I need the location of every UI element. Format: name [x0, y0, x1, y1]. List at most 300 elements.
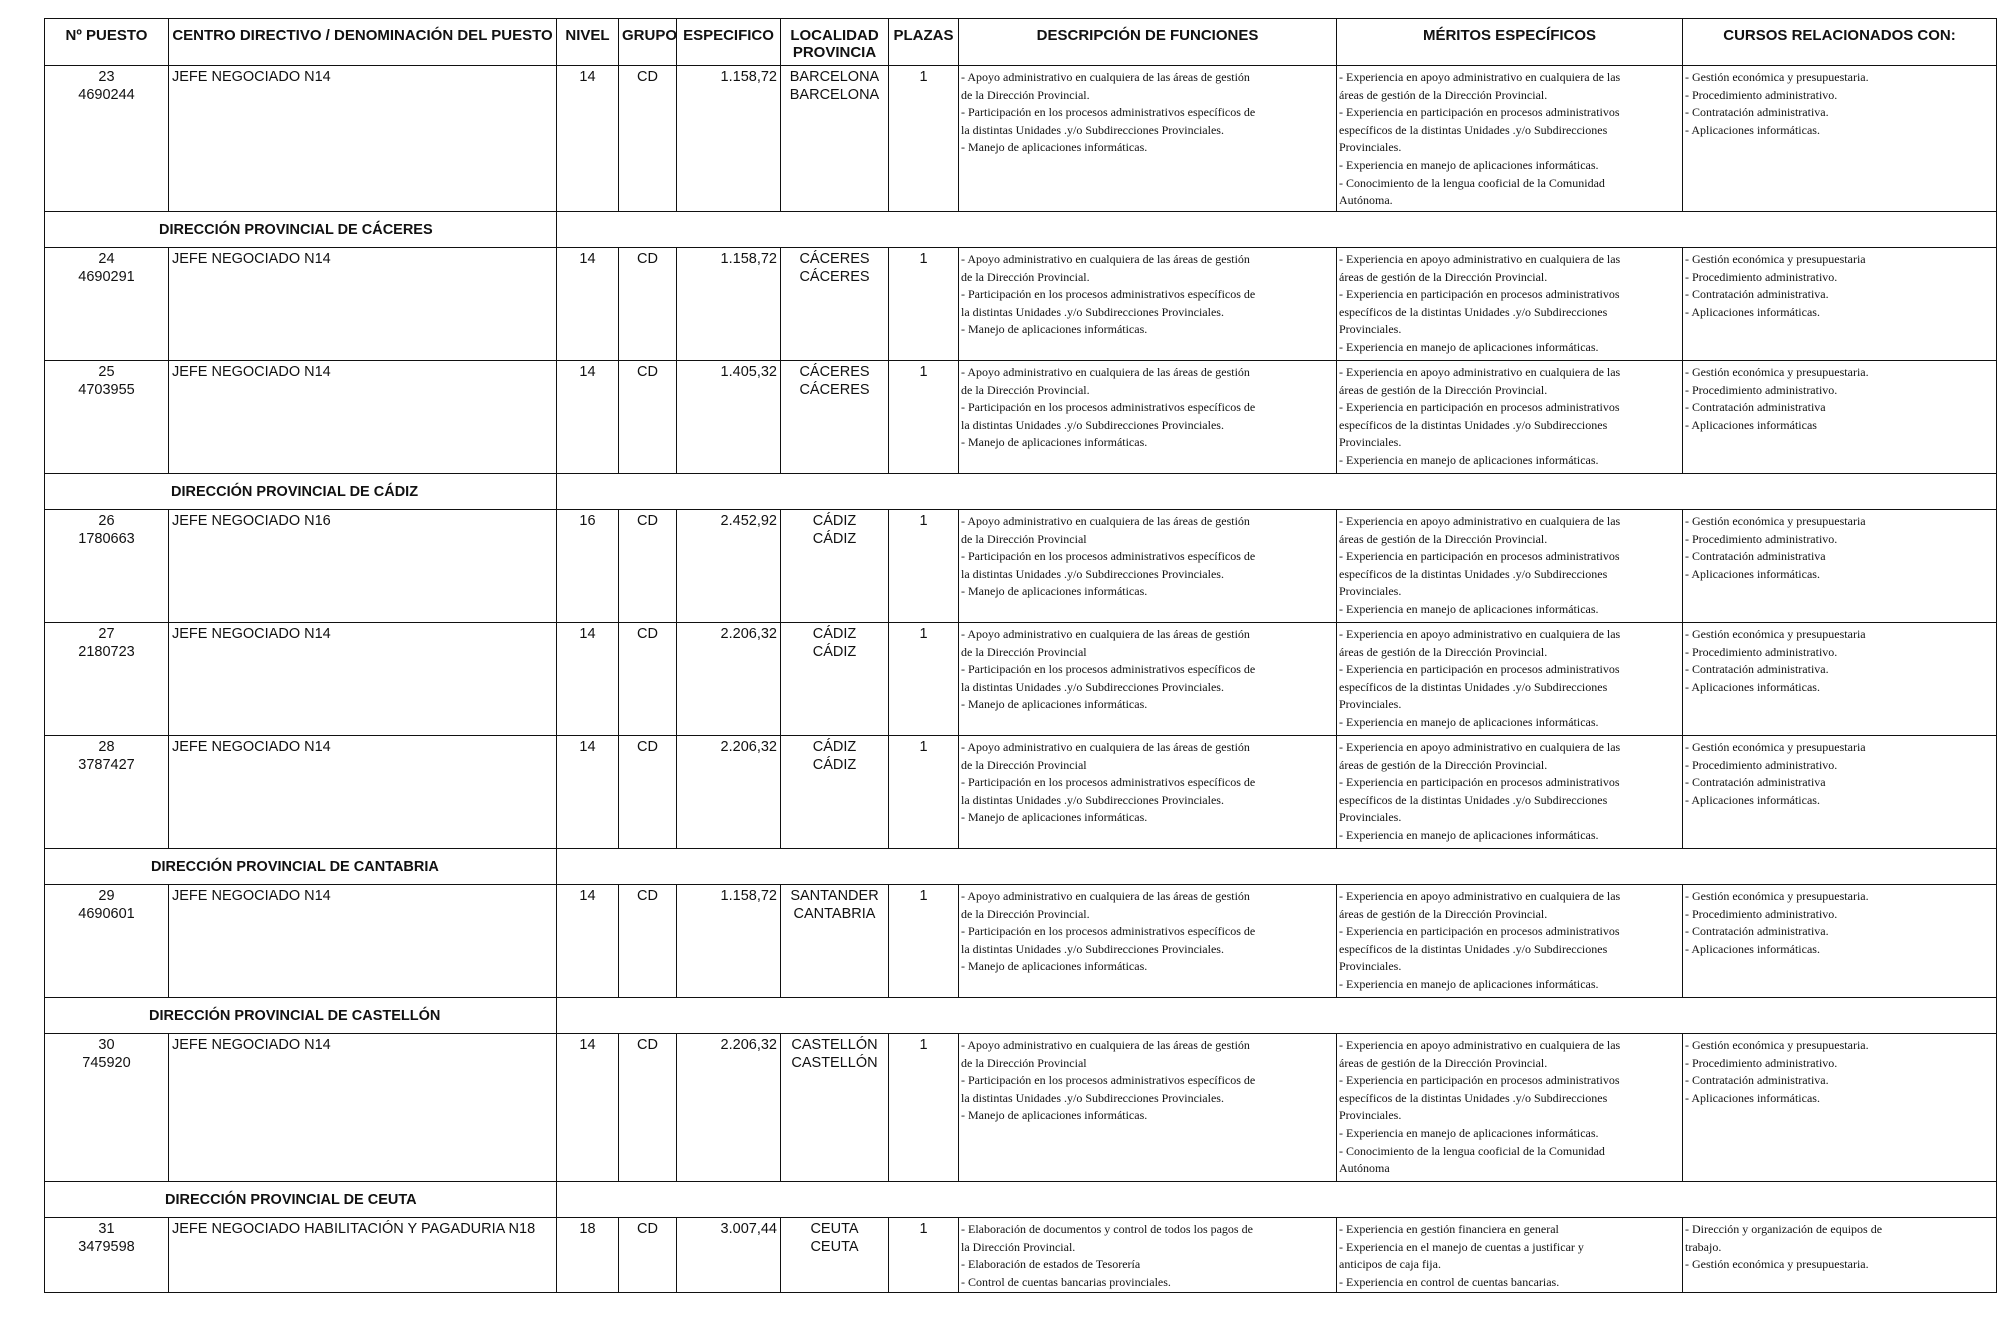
plazas-cell — [889, 66, 959, 212]
cursos-cell — [1683, 885, 1997, 998]
puesto-cell — [45, 1034, 169, 1182]
header-centro: CENTRO DIRECTIVO / DENOMINACIÓN DEL PUESTO — [169, 19, 557, 66]
puesto-code: 3787427 — [78, 757, 135, 773]
funciones-line: - Apoyo administrativo en cualquiera de las áreas de gestión — [961, 252, 1250, 266]
header-localidad-label: LOCALIDAD — [790, 27, 879, 44]
grupo-cell — [619, 361, 677, 474]
funciones-line: - Participación en los procesos administrativos específicos de — [961, 549, 1256, 564]
funciones-line: - Apoyo administrativo en cualquiera de las áreas de gestión — [961, 365, 1250, 379]
cursos-line: - Aplicaciones informáticas. — [1685, 1090, 1820, 1105]
section-heading — [45, 212, 557, 248]
header-cursos: CURSOS RELACIONADOS CON: — [1683, 19, 1997, 66]
nivel-cell — [557, 248, 619, 361]
funciones-line: de la Dirección Provincial. — [961, 87, 1090, 102]
grupo-value: CD — [637, 626, 658, 642]
table-row — [45, 248, 1997, 361]
meritos-line: - Experiencia en manejo de aplicaciones informáticas. — [1339, 976, 1599, 991]
funciones-line: de la Dirección Provincial. — [961, 382, 1090, 397]
cursos-line: - Gestión económica y presupuestaria — [1685, 514, 1866, 528]
cursos-line: - Gestión económica y presupuestaria — [1685, 252, 1866, 266]
grupo-value: CD — [637, 739, 658, 755]
denominacion-text: JEFE NEGOCIADO N14 — [172, 739, 331, 755]
cursos-cell — [1683, 736, 1997, 849]
localidad-value: CASTELLÓN — [791, 1037, 878, 1053]
puesto-cell — [45, 736, 169, 849]
grupo-cell — [619, 885, 677, 998]
denominacion-text: JEFE NEGOCIADO N14 — [172, 251, 331, 267]
meritos-cell — [1337, 66, 1683, 212]
section-heading — [45, 474, 557, 510]
plazas-cell — [889, 885, 959, 998]
cursos-line: - Procedimiento administrativo. — [1685, 757, 1838, 772]
cursos-line: - Gestión económica y presupuestaria. — [1685, 1257, 1869, 1272]
funciones-line: - Participación en los procesos administrativos específicos de — [961, 662, 1256, 677]
funciones-line: de la Dirección Provincial. — [961, 906, 1090, 921]
cursos-line: - Procedimiento administrativo. — [1685, 1055, 1838, 1070]
header-meritos: MÉRITOS ESPECÍFICOS — [1337, 19, 1683, 66]
denominacion-cell — [169, 510, 557, 623]
grupo-cell — [619, 1218, 677, 1293]
cursos-line: - Procedimiento administrativo. — [1685, 906, 1838, 921]
meritos-line: específicos de la distintas Unidades .y/o Subdirecciones — [1339, 679, 1608, 694]
denominacion-cell — [169, 361, 557, 474]
funciones-line: la distintas Unidades .y/o Subdirecciones Provinciales. — [961, 679, 1224, 694]
nivel-value: 14 — [579, 251, 596, 267]
cursos-line: - Aplicaciones informáticas. — [1685, 679, 1820, 694]
meritos-line: áreas de gestión de la Dirección Provincial. — [1339, 644, 1548, 659]
nivel-value: 14 — [579, 1037, 596, 1053]
puesto-cell — [45, 1218, 169, 1293]
meritos-line: Provinciales. — [1339, 584, 1402, 599]
funciones-line: la distintas Unidades .y/o Subdirecciones Provinciales. — [961, 122, 1224, 137]
section-heading — [45, 998, 557, 1034]
meritos-line: áreas de gestión de la Dirección Provincial. — [1339, 757, 1548, 772]
table-row — [45, 361, 1997, 474]
meritos-line: - Experiencia en manejo de aplicaciones informáticas. — [1339, 601, 1599, 616]
funciones-line: - Elaboración de estados de Tesorería — [961, 1257, 1141, 1272]
cursos-line: - Aplicaciones informáticas. — [1685, 792, 1820, 807]
denominacion-text: JEFE NEGOCIADO N14 — [172, 888, 331, 904]
plazas-cell — [889, 361, 959, 474]
especifico-value: 2.206,32 — [720, 626, 777, 642]
provincia-value: CASTELLÓN — [791, 1055, 878, 1071]
puesto-number: 23 — [98, 69, 115, 85]
cursos-cell — [1683, 1218, 1997, 1293]
grupo-cell — [619, 510, 677, 623]
meritos-line: - Experiencia en gestión financiera en general — [1339, 1222, 1559, 1236]
section-blank — [557, 212, 1997, 248]
denominacion-text: JEFE NEGOCIADO N16 — [172, 513, 331, 529]
especifico-cell — [677, 885, 781, 998]
funciones-line: de la Dirección Provincial — [961, 644, 1087, 659]
grupo-cell — [619, 736, 677, 849]
nivel-cell — [557, 623, 619, 736]
meritos-line: - Experiencia en manejo de aplicaciones informáticas. — [1339, 1125, 1599, 1140]
nivel-cell — [557, 510, 619, 623]
funciones-cell — [959, 361, 1337, 474]
localidad-cell — [781, 361, 889, 474]
especifico-value: 2.206,32 — [720, 1037, 777, 1053]
plazas-cell — [889, 248, 959, 361]
table-body — [45, 66, 1997, 1293]
cursos-line: - Gestión económica y presupuestaria — [1685, 740, 1866, 754]
meritos-line: áreas de gestión de la Dirección Provincial. — [1339, 269, 1548, 284]
funciones-line: - Apoyo administrativo en cualquiera de las áreas de gestión — [961, 740, 1250, 754]
funciones-line: la distintas Unidades .y/o Subdirecciones Provinciales. — [961, 417, 1224, 432]
cursos-cell — [1683, 361, 1997, 474]
puesto-cell — [45, 66, 169, 212]
grupo-cell — [619, 66, 677, 212]
header-grupo: GRUPO — [619, 19, 677, 66]
section-heading-text: DIRECCIÓN PROVINCIAL DE CANTABRIA — [151, 858, 439, 875]
header-puesto: Nº PUESTO — [45, 19, 169, 66]
plazas-value: 1 — [919, 626, 928, 642]
especifico-cell — [677, 1218, 781, 1293]
puesto-number: 28 — [98, 739, 115, 755]
cursos-cell — [1683, 623, 1997, 736]
provincia-value: CANTABRIA — [793, 906, 876, 922]
table-row — [45, 1034, 1997, 1182]
nivel-value: 16 — [579, 513, 596, 529]
funciones-line: - Manejo de aplicaciones informáticas. — [961, 584, 1148, 599]
puesto-code: 4690244 — [78, 87, 135, 103]
funciones-line: - Manejo de aplicaciones informáticas. — [961, 959, 1148, 974]
meritos-line: específicos de la distintas Unidades .y/o Subdirecciones — [1339, 941, 1608, 956]
meritos-line: - Experiencia en apoyo administrativo en cualquiera de las — [1339, 889, 1621, 903]
grupo-value: CD — [637, 251, 658, 267]
grupo-cell — [619, 248, 677, 361]
localidad-cell — [781, 510, 889, 623]
localidad-cell — [781, 66, 889, 212]
funciones-line: de la Dirección Provincial — [961, 757, 1087, 772]
meritos-line: - Experiencia en apoyo administrativo en cualquiera de las — [1339, 514, 1621, 528]
localidad-cell — [781, 885, 889, 998]
section-heading-text: DIRECCIÓN PROVINCIAL DE CÁDIZ — [171, 483, 419, 500]
puesto-number: 25 — [98, 364, 115, 380]
funciones-line: - Control de cuentas bancarias provinciales. — [961, 1274, 1171, 1289]
meritos-line: anticipos de caja fija. — [1339, 1257, 1441, 1272]
funciones-line: - Elaboración de documentos y control de todos los pagos de — [961, 1222, 1253, 1236]
meritos-line: - Experiencia en participación en procesos administrativos — [1339, 400, 1620, 415]
funciones-line: - Manejo de aplicaciones informáticas. — [961, 322, 1148, 337]
meritos-line: específicos de la distintas Unidades .y/o Subdirecciones — [1339, 417, 1608, 432]
localidad-cell — [781, 248, 889, 361]
meritos-line: - Experiencia en participación en procesos administrativos — [1339, 662, 1620, 677]
meritos-line: - Experiencia en manejo de aplicaciones informáticas. — [1339, 714, 1599, 729]
puesto-number: 31 — [98, 1221, 115, 1237]
cursos-line: - Contratación administrativa — [1685, 549, 1826, 564]
meritos-line: - Experiencia en apoyo administrativo en cualquiera de las — [1339, 70, 1621, 84]
especifico-cell — [677, 623, 781, 736]
section-heading — [45, 849, 557, 885]
denominacion-cell — [169, 1034, 557, 1182]
funciones-line: la distintas Unidades .y/o Subdirecciones Provinciales. — [961, 1090, 1224, 1105]
cursos-line: - Gestión económica y presupuestaria. — [1685, 1038, 1869, 1052]
meritos-cell — [1337, 623, 1683, 736]
funciones-line: de la Dirección Provincial — [961, 1055, 1087, 1070]
table-row — [45, 1218, 1997, 1293]
meritos-line: - Experiencia en participación en procesos administrativos — [1339, 924, 1620, 939]
cursos-cell — [1683, 248, 1997, 361]
funciones-line: - Apoyo administrativo en cualquiera de las áreas de gestión — [961, 514, 1250, 528]
funciones-line: la distintas Unidades .y/o Subdirecciones Provinciales. — [961, 566, 1224, 581]
nivel-cell — [557, 1218, 619, 1293]
meritos-line: Provinciales. — [1339, 435, 1402, 450]
meritos-line: Provinciales. — [1339, 140, 1402, 155]
puesto-code: 2180723 — [78, 644, 135, 660]
nivel-value: 14 — [579, 69, 596, 85]
denominacion-text: JEFE NEGOCIADO N14 — [172, 626, 331, 642]
meritos-line: - Experiencia en apoyo administrativo en cualquiera de las — [1339, 1038, 1621, 1052]
meritos-line: específicos de la distintas Unidades .y/o Subdirecciones — [1339, 1090, 1608, 1105]
cursos-line: - Contratación administrativa. — [1685, 287, 1829, 302]
puesto-cell — [45, 248, 169, 361]
meritos-line: - Experiencia en manejo de aplicaciones informáticas. — [1339, 452, 1599, 467]
cursos-line: - Contratación administrativa. — [1685, 924, 1829, 939]
header-descripcion: DESCRIPCIÓN DE FUNCIONES — [959, 19, 1337, 66]
funciones-line: - Participación en los procesos administrativos específicos de — [961, 924, 1256, 939]
cursos-line: - Gestión económica y presupuestaria. — [1685, 70, 1869, 84]
cursos-cell — [1683, 1034, 1997, 1182]
meritos-line: áreas de gestión de la Dirección Provincial. — [1339, 906, 1548, 921]
provincia-value: CÁDIZ — [812, 757, 857, 773]
section-blank — [557, 998, 1997, 1034]
nivel-value: 14 — [579, 364, 596, 380]
funciones-cell — [959, 510, 1337, 623]
funciones-line: - Apoyo administrativo en cualquiera de las áreas de gestión — [961, 627, 1250, 641]
especifico-cell — [677, 361, 781, 474]
cursos-line: - Aplicaciones informáticas. — [1685, 122, 1820, 137]
localidad-value: CÁDIZ — [812, 626, 857, 642]
especifico-cell — [677, 1034, 781, 1182]
header-provincia-label: PROVINCIA — [792, 44, 877, 61]
puesto-cell — [45, 510, 169, 623]
cursos-line: - Procedimiento administrativo. — [1685, 269, 1838, 284]
cursos-line: - Aplicaciones informáticas — [1685, 417, 1817, 432]
meritos-line: - Experiencia en manejo de aplicaciones informáticas. — [1339, 827, 1599, 842]
meritos-cell — [1337, 1034, 1683, 1182]
meritos-cell — [1337, 510, 1683, 623]
section-blank — [557, 474, 1997, 510]
puesto-code: 745920 — [82, 1055, 131, 1071]
section-blank — [557, 1182, 1997, 1218]
section-blank — [557, 849, 1997, 885]
meritos-line: áreas de gestión de la Dirección Provincial. — [1339, 382, 1548, 397]
plazas-value: 1 — [919, 888, 928, 904]
cursos-line: - Aplicaciones informáticas. — [1685, 941, 1820, 956]
funciones-cell — [959, 885, 1337, 998]
especifico-cell — [677, 248, 781, 361]
header-especifico: ESPECIFICO — [677, 19, 781, 66]
section-heading-text: DIRECCIÓN PROVINCIAL DE CÁCERES — [159, 221, 433, 238]
header-nivel: NIVEL — [557, 19, 619, 66]
meritos-line: específicos de la distintas Unidades .y/o Subdirecciones — [1339, 566, 1608, 581]
denominacion-cell — [169, 248, 557, 361]
meritos-line: - Experiencia en apoyo administrativo en cualquiera de las — [1339, 252, 1621, 266]
funciones-line: - Participación en los procesos administrativos específicos de — [961, 1073, 1256, 1088]
puesto-code: 4690291 — [78, 269, 135, 285]
funciones-line: la distintas Unidades .y/o Subdirecciones Provinciales. — [961, 304, 1224, 319]
nivel-value: 18 — [579, 1221, 596, 1237]
funciones-line: la distintas Unidades .y/o Subdirecciones Provinciales. — [961, 941, 1224, 956]
header-plazas: PLAZAS — [889, 19, 959, 66]
especifico-value: 1.158,72 — [720, 69, 777, 85]
puestos-table — [44, 18, 1997, 1293]
meritos-line: Autónoma — [1339, 1161, 1390, 1176]
plazas-value: 1 — [919, 1037, 928, 1053]
meritos-line: - Experiencia en manejo de aplicaciones informáticas. — [1339, 339, 1599, 354]
cursos-line: - Procedimiento administrativo. — [1685, 382, 1838, 397]
meritos-line: - Experiencia en apoyo administrativo en cualquiera de las — [1339, 740, 1621, 754]
grupo-value: CD — [637, 364, 658, 380]
localidad-value: CEUTA — [810, 1221, 859, 1237]
meritos-line: - Experiencia en control de cuentas bancarias. — [1339, 1274, 1560, 1289]
nivel-cell — [557, 736, 619, 849]
puesto-number: 27 — [98, 626, 115, 642]
denominacion-cell — [169, 736, 557, 849]
denominacion-cell — [169, 885, 557, 998]
meritos-line: - Experiencia en el manejo de cuentas a justificar y — [1339, 1239, 1584, 1254]
funciones-line: - Participación en los procesos administrativos específicos de — [961, 400, 1256, 415]
nivel-value: 14 — [579, 739, 596, 755]
meritos-line: específicos de la distintas Unidades .y/o Subdirecciones — [1339, 122, 1608, 137]
puesto-cell — [45, 623, 169, 736]
plazas-cell — [889, 623, 959, 736]
grupo-cell — [619, 1034, 677, 1182]
especifico-value: 1.158,72 — [720, 251, 777, 267]
especifico-value: 3.007,44 — [720, 1221, 777, 1237]
especifico-value: 2.206,32 — [720, 739, 777, 755]
puesto-code: 4703955 — [78, 382, 135, 398]
grupo-value: CD — [637, 888, 658, 904]
header-row — [45, 19, 1997, 66]
localidad-value: CÁDIZ — [812, 739, 857, 755]
table-row — [45, 885, 1997, 998]
table-row — [45, 623, 1997, 736]
puesto-cell — [45, 885, 169, 998]
cursos-line: - Contratación administrativa — [1685, 775, 1826, 790]
funciones-cell — [959, 736, 1337, 849]
plazas-value: 1 — [919, 739, 928, 755]
provincia-value: CÁCERES — [799, 269, 870, 285]
nivel-cell — [557, 885, 619, 998]
localidad-value: CÁCERES — [799, 364, 870, 380]
funciones-line: de la Dirección Provincial — [961, 531, 1087, 546]
section-row — [45, 1182, 1997, 1218]
table-row — [45, 66, 1997, 212]
funciones-line: - Manejo de aplicaciones informáticas. — [961, 697, 1148, 712]
nivel-cell — [557, 1034, 619, 1182]
cursos-line: - Contratación administrativa — [1685, 400, 1826, 415]
denominacion-text: JEFE NEGOCIADO HABILITACIÓN Y PAGADURIA N18 — [172, 1221, 536, 1237]
section-row — [45, 212, 1997, 248]
section-heading-text: DIRECCIÓN PROVINCIAL DE CEUTA — [165, 1191, 417, 1208]
funciones-line: - Apoyo administrativo en cualquiera de las áreas de gestión — [961, 889, 1250, 903]
cursos-line: - Procedimiento administrativo. — [1685, 644, 1838, 659]
localidad-cell — [781, 736, 889, 849]
plazas-cell — [889, 510, 959, 623]
meritos-line: - Experiencia en apoyo administrativo en cualquiera de las — [1339, 365, 1621, 379]
especifico-cell — [677, 510, 781, 623]
document-page — [44, 18, 1996, 1293]
section-row — [45, 849, 1997, 885]
provincia-value: BARCELONA — [789, 87, 880, 103]
localidad-cell — [781, 1218, 889, 1293]
meritos-line: áreas de gestión de la Dirección Provincial. — [1339, 531, 1548, 546]
section-row — [45, 998, 1997, 1034]
provincia-value: CÁDIZ — [812, 644, 857, 660]
denominacion-text: JEFE NEGOCIADO N14 — [172, 364, 331, 380]
grupo-value: CD — [637, 1037, 658, 1053]
section-heading-text: DIRECCIÓN PROVINCIAL DE CASTELLÓN — [149, 1007, 441, 1024]
cursos-cell — [1683, 510, 1997, 623]
cursos-line: - Contratación administrativa. — [1685, 105, 1829, 120]
plazas-value: 1 — [919, 1221, 928, 1237]
puesto-code: 3479598 — [78, 1239, 135, 1255]
plazas-cell — [889, 1218, 959, 1293]
funciones-cell — [959, 623, 1337, 736]
puesto-code: 1780663 — [78, 531, 135, 547]
denominacion-text: JEFE NEGOCIADO N14 — [172, 1037, 331, 1053]
meritos-line: Provinciales. — [1339, 959, 1402, 974]
section-heading — [45, 1182, 557, 1218]
denominacion-cell — [169, 623, 557, 736]
funciones-line: de la Dirección Provincial. — [961, 269, 1090, 284]
funciones-line: - Apoyo administrativo en cualquiera de las áreas de gestión — [961, 70, 1250, 84]
localidad-value: SANTANDER — [790, 888, 879, 904]
meritos-line: específicos de la distintas Unidades .y/o Subdirecciones — [1339, 304, 1608, 319]
nivel-cell — [557, 66, 619, 212]
meritos-line: - Experiencia en apoyo administrativo en cualquiera de las — [1339, 627, 1621, 641]
funciones-line: - Participación en los procesos administrativos específicos de — [961, 287, 1256, 302]
funciones-line: la Dirección Provincial. — [961, 1239, 1076, 1254]
cursos-line: - Procedimiento administrativo. — [1685, 531, 1838, 546]
meritos-cell — [1337, 248, 1683, 361]
meritos-line: Provinciales. — [1339, 322, 1402, 337]
denominacion-cell — [169, 1218, 557, 1293]
meritos-line: - Conocimiento de la lengua cooficial de la Comunidad — [1339, 175, 1605, 190]
localidad-value: CÁDIZ — [812, 513, 857, 529]
cursos-line: - Contratación administrativa. — [1685, 1073, 1829, 1088]
funciones-line: - Manejo de aplicaciones informáticas. — [961, 140, 1148, 155]
cursos-line: - Aplicaciones informáticas. — [1685, 304, 1820, 319]
especifico-cell — [677, 66, 781, 212]
grupo-value: CD — [637, 513, 658, 529]
section-row — [45, 474, 1997, 510]
funciones-line: - Manejo de aplicaciones informáticas. — [961, 1108, 1148, 1123]
especifico-value: 1.405,32 — [720, 364, 777, 380]
meritos-cell — [1337, 736, 1683, 849]
localidad-value: BARCELONA — [789, 69, 880, 85]
meritos-cell — [1337, 885, 1683, 998]
localidad-value: CÁCERES — [799, 251, 870, 267]
meritos-line: - Experiencia en participación en procesos administrativos — [1339, 287, 1620, 302]
plazas-value: 1 — [919, 364, 928, 380]
meritos-line: - Experiencia en manejo de aplicaciones informáticas. — [1339, 157, 1599, 172]
table-row — [45, 510, 1997, 623]
meritos-line: áreas de gestión de la Dirección Provincial. — [1339, 87, 1548, 102]
meritos-line: - Experiencia en participación en procesos administrativos — [1339, 549, 1620, 564]
puesto-number: 30 — [98, 1037, 115, 1053]
meritos-line: áreas de gestión de la Dirección Provincial. — [1339, 1055, 1548, 1070]
nivel-value: 14 — [579, 626, 596, 642]
nivel-cell — [557, 361, 619, 474]
cursos-line: - Gestión económica y presupuestaria — [1685, 627, 1866, 641]
cursos-line: - Procedimiento administrativo. — [1685, 87, 1838, 102]
cursos-line: - Aplicaciones informáticas. — [1685, 566, 1820, 581]
provincia-value: CEUTA — [810, 1239, 859, 1255]
puesto-cell — [45, 361, 169, 474]
